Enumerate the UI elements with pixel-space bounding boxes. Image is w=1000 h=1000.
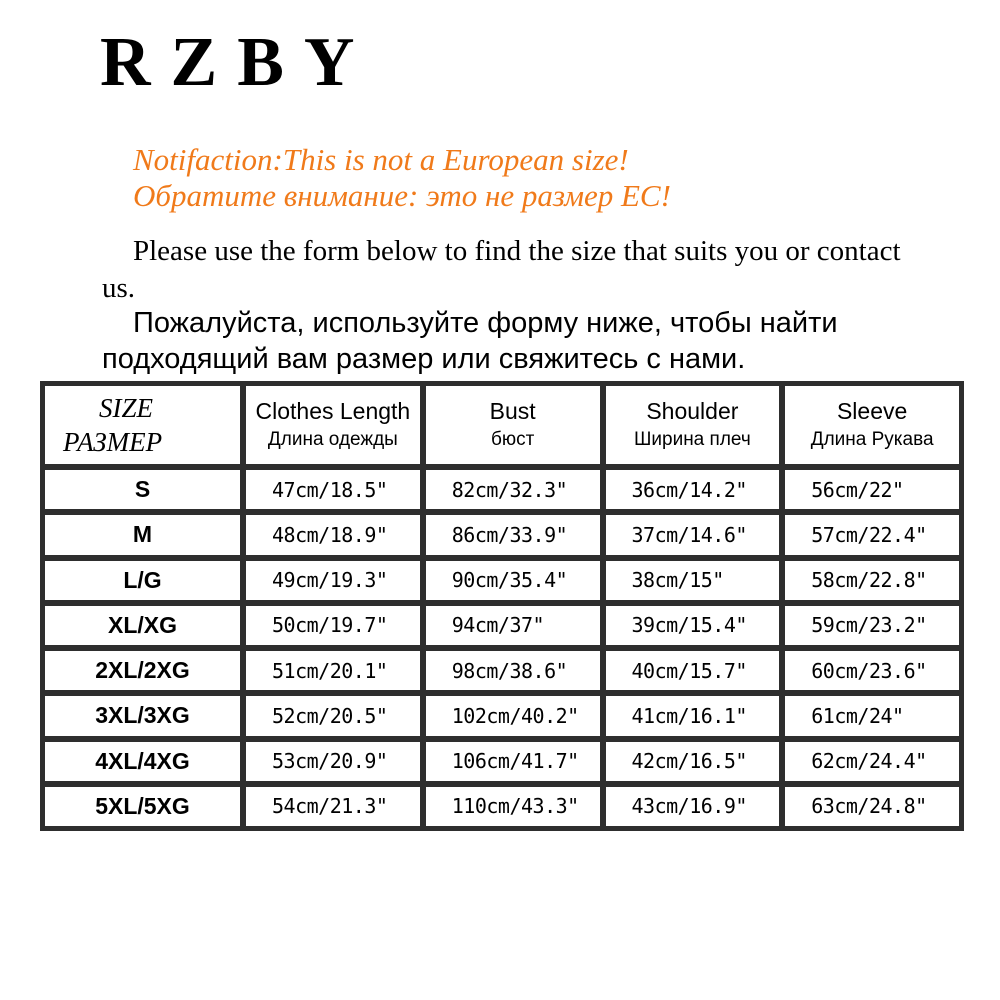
sleeve-value: 62cm/24.4" bbox=[785, 742, 959, 781]
shoulder-value: 42cm/16.5" bbox=[606, 742, 780, 781]
sleeve-value: 61cm/24" bbox=[785, 696, 959, 735]
bust-value: 98cm/38.6" bbox=[426, 651, 600, 690]
clothes-length-value: 48cm/18.9" bbox=[246, 515, 420, 554]
sleeve-value: 57cm/22.4" bbox=[785, 515, 959, 554]
clothes-length-value: 51cm/20.1" bbox=[246, 651, 420, 690]
bust-value: 94cm/37" bbox=[426, 606, 600, 645]
column-header-shoulder bbox=[606, 386, 780, 464]
shoulder-value: 40cm/15.7" bbox=[606, 651, 780, 690]
size-column-header bbox=[45, 386, 240, 464]
size-label: S bbox=[45, 470, 240, 509]
column-header-bust bbox=[426, 386, 600, 464]
table-row bbox=[45, 742, 959, 781]
table-header-row bbox=[45, 386, 959, 464]
column-header-en: Shoulder bbox=[646, 398, 739, 424]
table-row bbox=[45, 606, 959, 645]
size-label: L/G bbox=[45, 561, 240, 600]
table-row bbox=[45, 515, 959, 554]
column-header-en: Sleeve bbox=[836, 398, 908, 424]
table-row bbox=[45, 470, 959, 509]
clothes-length-value: 47cm/18.5" bbox=[246, 470, 420, 509]
clothes-length-value: 53cm/20.9" bbox=[246, 742, 420, 781]
intro-russian: Пожалуйста, используйте форму ниже, чтобы найти подходящий вам размер или свяжитесь с нами. bbox=[102, 307, 838, 375]
shoulder-value: 43cm/16.9" bbox=[606, 787, 780, 826]
column-header-ru: Ширина плеч bbox=[633, 429, 751, 450]
column-header-ru: бюст bbox=[490, 429, 535, 450]
size-header-en: SIZE bbox=[99, 393, 153, 423]
bust-value: 86cm/33.9" bbox=[426, 515, 600, 554]
notice-russian: Обратите внимание: это не размер ЕС! bbox=[133, 178, 671, 213]
column-header-ru: Длина одежды bbox=[267, 429, 398, 450]
clothes-length-value: 49cm/19.3" bbox=[246, 561, 420, 600]
size-label: M bbox=[45, 515, 240, 554]
bust-value: 82cm/32.3" bbox=[426, 470, 600, 509]
size-label: 3XL/3XG bbox=[45, 696, 240, 735]
size-header-ru: РАЗМЕР bbox=[63, 427, 163, 457]
size-label: 5XL/5XG bbox=[45, 787, 240, 826]
size-label: 2XL/2XG bbox=[45, 651, 240, 690]
bust-value: 90cm/35.4" bbox=[426, 561, 600, 600]
sleeve-value: 59cm/23.2" bbox=[785, 606, 959, 645]
notice-english: Notifaction:This is not a European size! bbox=[133, 142, 629, 177]
column-header-clothes-length bbox=[246, 386, 420, 464]
bust-value: 106cm/41.7" bbox=[426, 742, 600, 781]
column-header-sleeve bbox=[785, 386, 959, 464]
intro-english: Please use the form below to find the size that suits you or contact us. bbox=[102, 235, 901, 304]
sleeve-value: 56cm/22" bbox=[785, 470, 959, 509]
table-row bbox=[45, 696, 959, 735]
column-header-en: Clothes Length bbox=[255, 398, 411, 424]
shoulder-value: 38cm/15" bbox=[606, 561, 780, 600]
shoulder-value: 37cm/14.6" bbox=[606, 515, 780, 554]
shoulder-value: 41cm/16.1" bbox=[606, 696, 780, 735]
column-header-en: Bust bbox=[489, 398, 536, 424]
brand-title: RZBY bbox=[100, 24, 375, 101]
clothes-length-value: 52cm/20.5" bbox=[246, 696, 420, 735]
clothes-length-value: 50cm/19.7" bbox=[246, 606, 420, 645]
column-header-ru: Длина Рукава bbox=[810, 429, 934, 450]
sleeve-value: 60cm/23.6" bbox=[785, 651, 959, 690]
table-row bbox=[45, 787, 959, 826]
clothes-length-value: 54cm/21.3" bbox=[246, 787, 420, 826]
shoulder-value: 36cm/14.2" bbox=[606, 470, 780, 509]
sleeve-value: 58cm/22.8" bbox=[785, 561, 959, 600]
size-label: 4XL/4XG bbox=[45, 742, 240, 781]
bust-value: 102cm/40.2" bbox=[426, 696, 600, 735]
bust-value: 110cm/43.3" bbox=[426, 787, 600, 826]
size-chart bbox=[40, 381, 964, 831]
size-label: XL/XG bbox=[45, 606, 240, 645]
shoulder-value: 39cm/15.4" bbox=[606, 606, 780, 645]
sleeve-value: 63cm/24.8" bbox=[785, 787, 959, 826]
size-table bbox=[39, 380, 965, 832]
table-row bbox=[45, 561, 959, 600]
table-row bbox=[45, 651, 959, 690]
